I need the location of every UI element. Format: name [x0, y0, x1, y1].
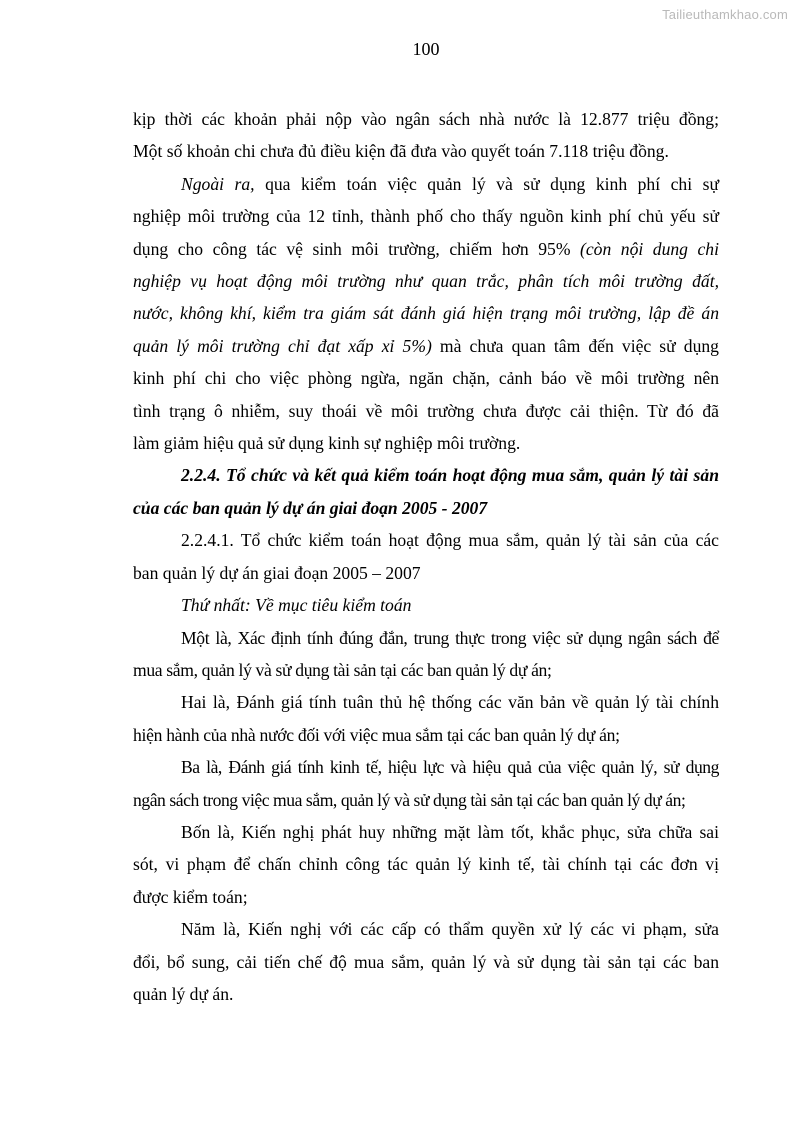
text-line: nước, không khí, kiểm tra giám sát đánh giá hiện trạng môi trường, lập đề án [133, 303, 719, 324]
text-line: hiện hành của nhà nước đối với việc mua sắm tại các ban quản lý dự án; [133, 724, 620, 745]
text-line: mua sắm, quản lý và sử dụng tài sản tại các ban quản lý dự án; [133, 659, 552, 680]
text-line: 2.2.4.1. Tổ chức kiểm toán hoạt động mua sắm, quản lý tài sản của các [181, 530, 719, 551]
section-heading [133, 459, 719, 524]
text-line: làm giảm hiệu quả sử dụng kinh sự nghiệp môi trường. [133, 433, 521, 454]
page-number: 100 [412, 39, 440, 59]
objective-two [133, 686, 719, 751]
watermark: Tailieuthamkhao.com [662, 7, 788, 22]
italic-run: (còn nội dung chi [580, 238, 719, 259]
text-line: ban quản lý dự án giai đoạn 2005 – 2007 [133, 562, 421, 583]
text-line: đổi, bổ sung, cải tiến chế độ mua sắm, quản lý và sử dụng tài sản tại các ban [133, 951, 719, 972]
heading-line: của các ban quản lý dự án giai đoạn 2005 - 2007 [133, 497, 488, 518]
text-line: sót, vi phạm để chấn chỉnh công tác quản lý kinh tế, tài chính tại các đơn vị [133, 854, 719, 875]
text-line: nghiệp môi trường của 12 tỉnh, thành phố cho thấy nguồn kinh phí chủ yếu sử [133, 206, 719, 227]
objective-three [133, 751, 719, 816]
objective-one [133, 622, 719, 687]
text-line: kinh phí chi cho việc phòng ngừa, ngăn chặn, cảnh báo về môi trường nên [133, 368, 719, 389]
text-line [133, 233, 719, 265]
text-line: ngân sách trong việc mua sắm, quản lý và sử dụng tài sản tại các ban quản lý dự án; [133, 789, 686, 810]
text-line: Hai là, Đánh giá tính tuân thủ hệ thống các văn bản về quản lý tài chính [181, 692, 719, 713]
text-line: quản lý dự án. [133, 983, 234, 1004]
text-line: được kiểm toán; [133, 886, 248, 907]
text-line: Một số khoản chi chưa đủ điều kiện đã đưa vào quyết toán 7.118 triệu đồng. [133, 141, 669, 162]
text-run: dụng cho công tác vệ sinh môi trường, chiếm hơn 95% [133, 238, 581, 259]
text-run: mà chưa quan tâm đến việc sử dụng [431, 335, 719, 356]
objective-four [133, 816, 719, 913]
text-line: Ba là, Đánh giá tính kinh tế, hiệu lực và hiệu quả của việc quản lý, sử dụng [181, 757, 719, 778]
page-body [133, 103, 719, 1010]
text-line: Một là, Xác định tính đúng đắn, trung thực trong việc sử dụng ngân sách để [181, 627, 719, 648]
text-line: tình trạng ô nhiễm, suy thoái về môi trường chưa được cải thiện. Từ đó đã [133, 400, 719, 421]
text-line: nghiệp vụ hoạt động môi trường như quan trắc, phân tích môi trường đất, [133, 271, 719, 292]
heading-line: 2.2.4. Tổ chức và kết quả kiểm toán hoạt động mua sắm, quản lý tài sản [181, 465, 719, 486]
text-line: Thứ nhất: Về mục tiêu kiểm toán [181, 595, 412, 616]
text-line [133, 168, 719, 200]
subsection-heading [133, 524, 719, 589]
text-line: Năm là, Kiến nghị với các cấp có thẩm quyền xử lý các vi phạm, sửa [181, 919, 719, 940]
text-run: qua kiểm toán việc quản lý và sử dụng kinh phí chi sự [254, 173, 719, 194]
italic-lead: Ngoài ra, [181, 173, 255, 194]
text-line: kịp thời các khoản phải nộp vào ngân sách nhà nước là 12.877 triệu đồng; [133, 109, 719, 129]
text-line [133, 330, 719, 362]
objective-heading [133, 589, 719, 621]
paragraph-environment-funds [133, 168, 719, 460]
paragraph-continuation [133, 103, 719, 168]
italic-run: quản lý môi trường chỉ đạt xấp xỉ 5%) [133, 335, 432, 356]
text-line: Bốn là, Kiến nghị phát huy những mặt làm tốt, khắc phục, sửa chữa sai [181, 821, 719, 842]
objective-five [133, 913, 719, 1010]
